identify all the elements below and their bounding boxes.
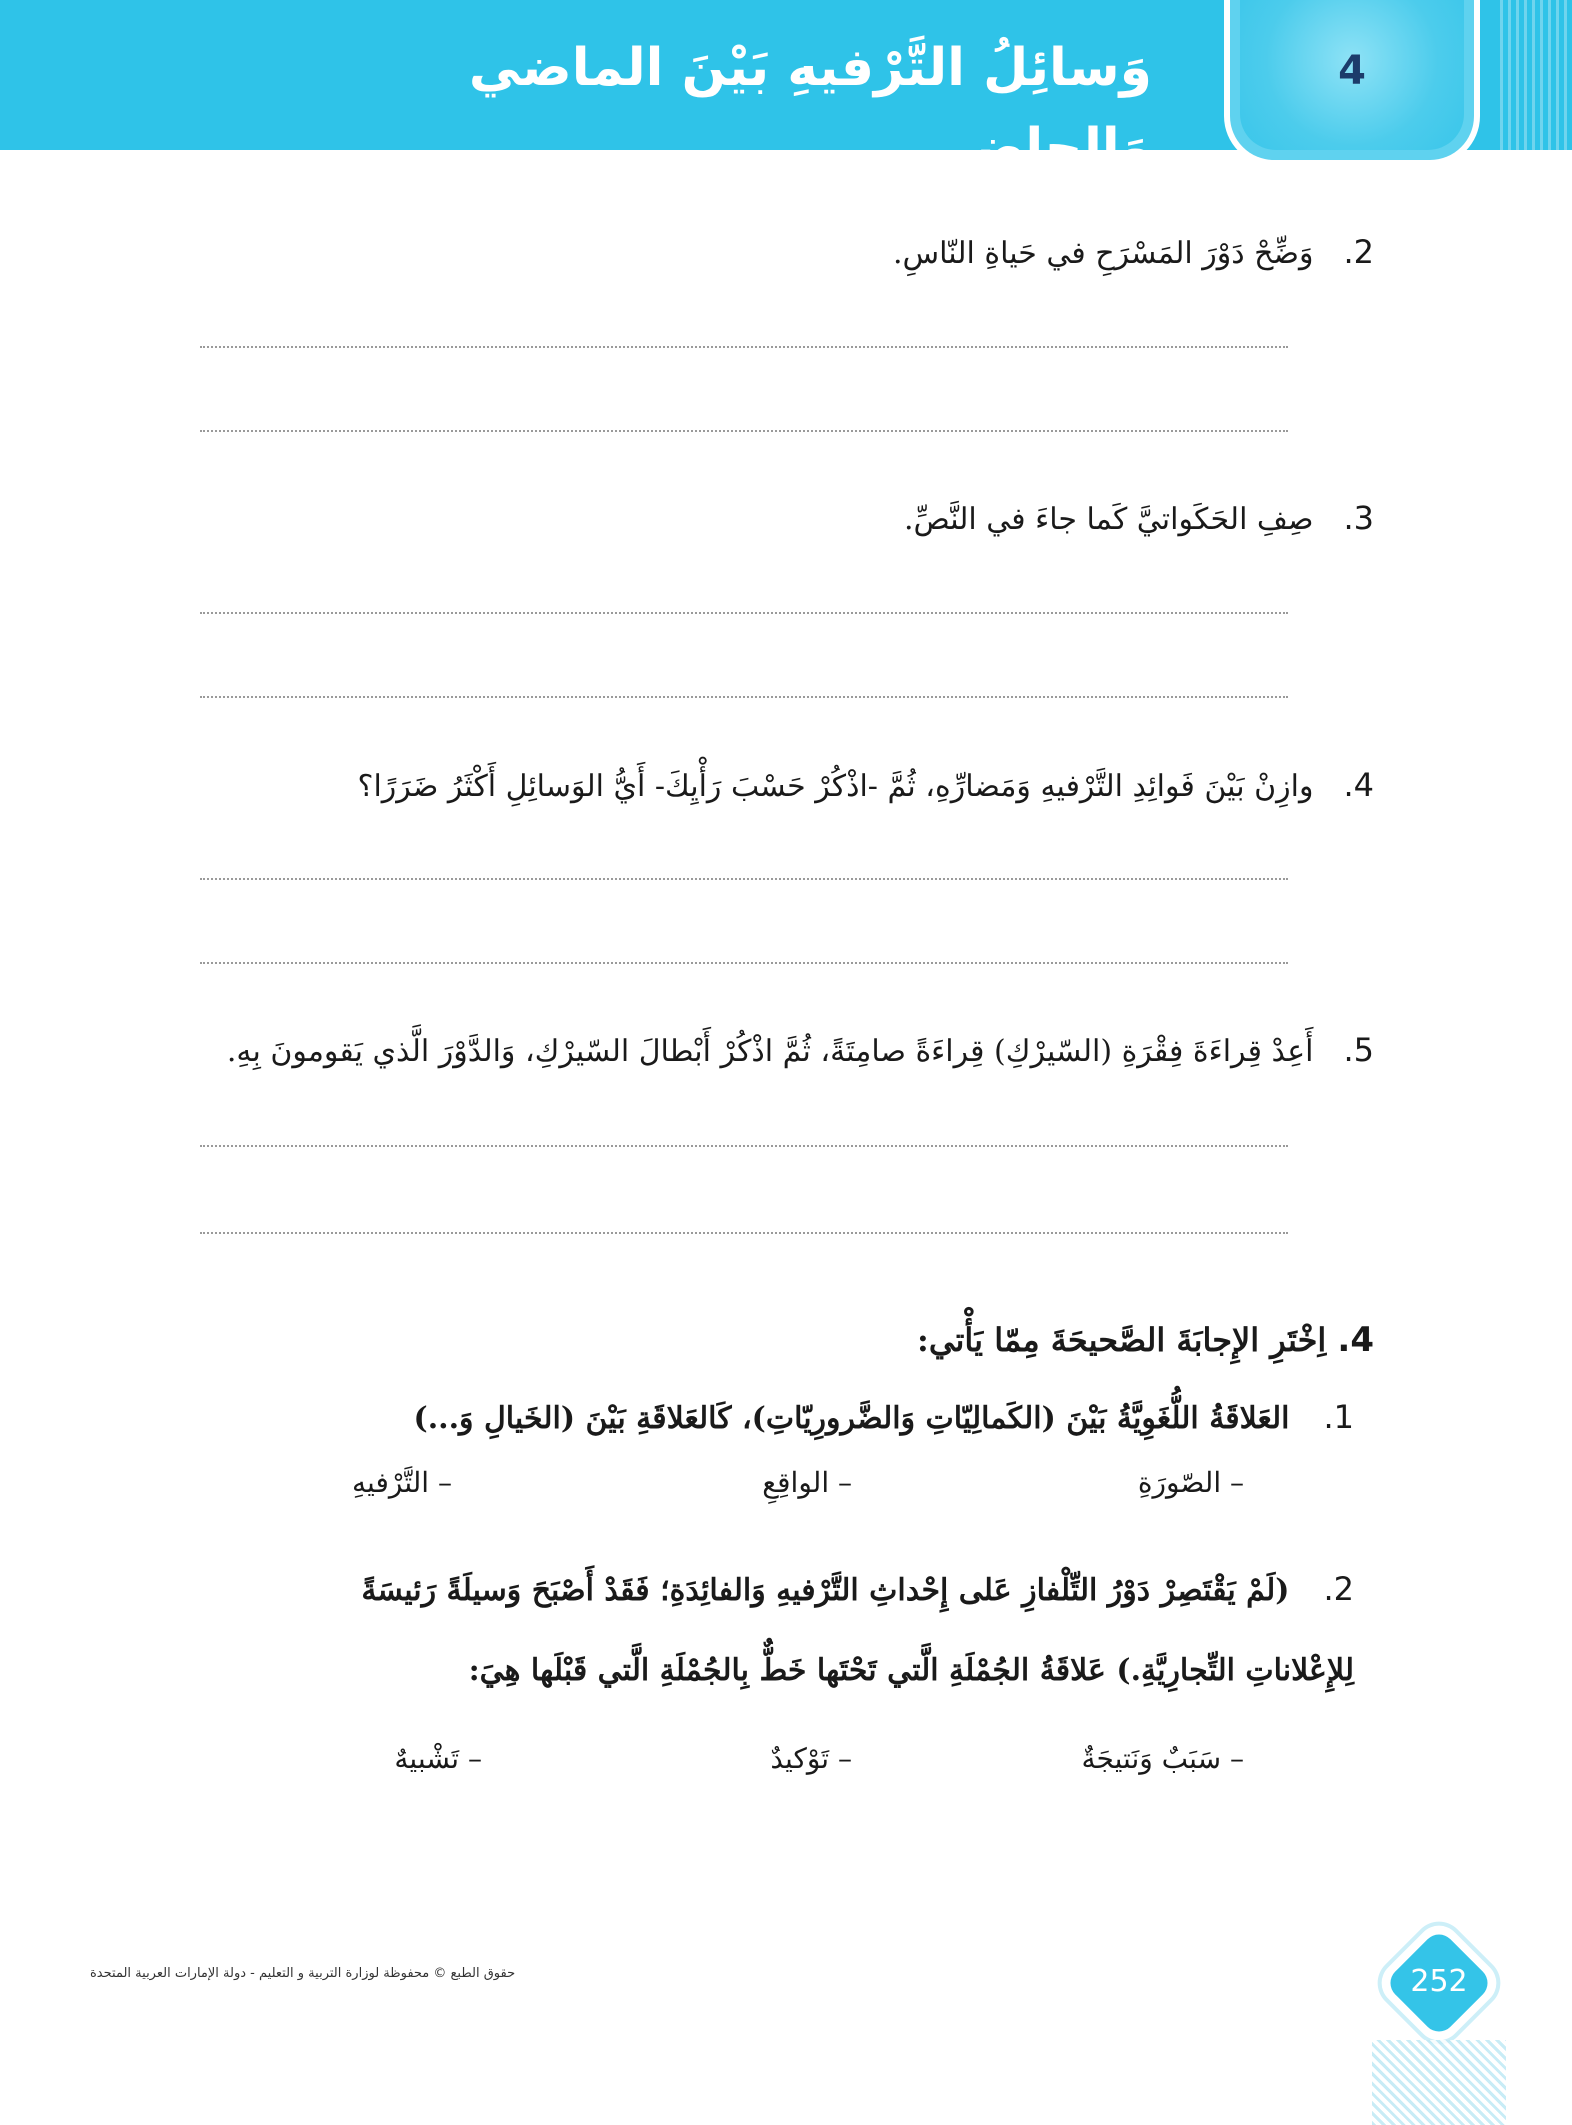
page-number: 252 <box>1410 1964 1468 1999</box>
answer-line[interactable] <box>200 430 1288 432</box>
item-text-line2: لِلإِعْلاناتِ التِّجارِيَّةِ.) عَلاقَةُ الجُمْلَةِ الَّتي تَحْتَها خَطٌّ بِالجُمْلَةِ الَّتي قَبْلَها هِيَ: <box>468 1653 1354 1688</box>
question-number: 5. <box>1343 1031 1374 1069</box>
question-2 <box>224 222 1374 284</box>
item-text-line1: (لَمْ يَقْتَصِرْ دَوْرُ التِّلْفازِ عَلى إِحْداثِ التَّرْفيهِ وَالفائِدَةِ؛ فَقَدْ أَصْبَحَ وَسيلَةً رَئيسَةً <box>361 1573 1290 1608</box>
question-text: صِفِ الحَكَواتيَّ كَما جاءَ في النَّصِّ. <box>903 502 1314 537</box>
question-text: أَعِدْ قِراءَةَ فِقْرَةِ (السّيرْكِ) قِراءَةً صامِتَةً، ثُمَّ اذْكُرْ أَبْطالَ السّيرْكِ، وَالدَّوْرَ الَّذي يَقومونَ بِهِ. <box>226 1034 1314 1069</box>
item-number: 1. <box>1323 1398 1354 1436</box>
option-a[interactable]: – الصّورَةِ <box>1137 1466 1244 1499</box>
mcq-item-2 <box>244 1554 1354 1626</box>
option-b[interactable]: – تَوْكيدٌ <box>770 1742 852 1775</box>
question-number: 4. <box>1343 766 1374 804</box>
option-c[interactable]: – التَّرْفيهِ <box>352 1466 452 1499</box>
option-c[interactable]: – تَشْبيهٌ <box>394 1742 482 1775</box>
decorative-pattern <box>1372 2040 1506 2125</box>
copyright-notice: حقوق الطبع © محفوظة لوزارة التربية و التعليم - دولة الإمارات العربية المتحدة <box>90 1966 516 1981</box>
lesson-title: وَسائِلُ التَّرْفيهِ بَيْنَ الماضي وَالحاضِرِ <box>468 38 1152 178</box>
option-a[interactable]: – سَبَبٌ وَنَتيجَةٌ <box>1081 1742 1244 1775</box>
question-4 <box>224 755 1374 817</box>
answer-line[interactable] <box>200 1232 1288 1234</box>
answer-line[interactable] <box>200 346 1288 348</box>
chapter-number: 4 <box>1338 48 1366 94</box>
section-title-text: اِخْتَرِ الإِجابَةَ الصَّحيحَةَ مِمّا يَأْتي: <box>917 1321 1327 1359</box>
question-3 <box>224 488 1374 550</box>
section-title <box>224 1310 1374 1370</box>
answer-line[interactable] <box>200 612 1288 614</box>
answer-line[interactable] <box>200 696 1288 698</box>
question-number: 2. <box>1343 233 1374 271</box>
question-text: وَضِّحْ دَوْرَ المَسْرَحِ في حَياةِ النّاسِ. <box>893 236 1314 271</box>
question-text: وازِنْ بَيْنَ فَوائِدِ التَّرْفيهِ وَمَضارِّهِ، ثُمَّ -اذْكُرْ حَسْبَ رَأْيِكَ- أَيُّ الوَسائِلِ أَكْثَرُ ضَرَرًا؟ <box>357 769 1314 804</box>
page-number-badge <box>1378 1922 1500 2044</box>
question-5 <box>224 1020 1374 1082</box>
item-text: العَلاقَةُ اللُّغَوِيَّةُ بَيْنَ (الكَمالِيّاتِ وَالضَّرورِيّاتِ)، كَالعَلاقَةِ بَيْنَ (الخَيالِ وَ...) <box>413 1401 1290 1436</box>
chapter-tab <box>1230 0 1474 160</box>
question-number: 3. <box>1343 499 1374 537</box>
section-number: 4. <box>1337 1320 1374 1360</box>
answer-line[interactable] <box>200 1145 1288 1147</box>
item-number: 2. <box>1323 1570 1354 1608</box>
header-pattern <box>1500 0 1572 150</box>
option-b[interactable]: – الواقِعِ <box>762 1466 852 1499</box>
answer-line[interactable] <box>200 878 1288 880</box>
answer-line[interactable] <box>200 962 1288 964</box>
mcq-item-2-cont <box>244 1636 1354 1706</box>
mcq-item-1 <box>244 1382 1354 1454</box>
